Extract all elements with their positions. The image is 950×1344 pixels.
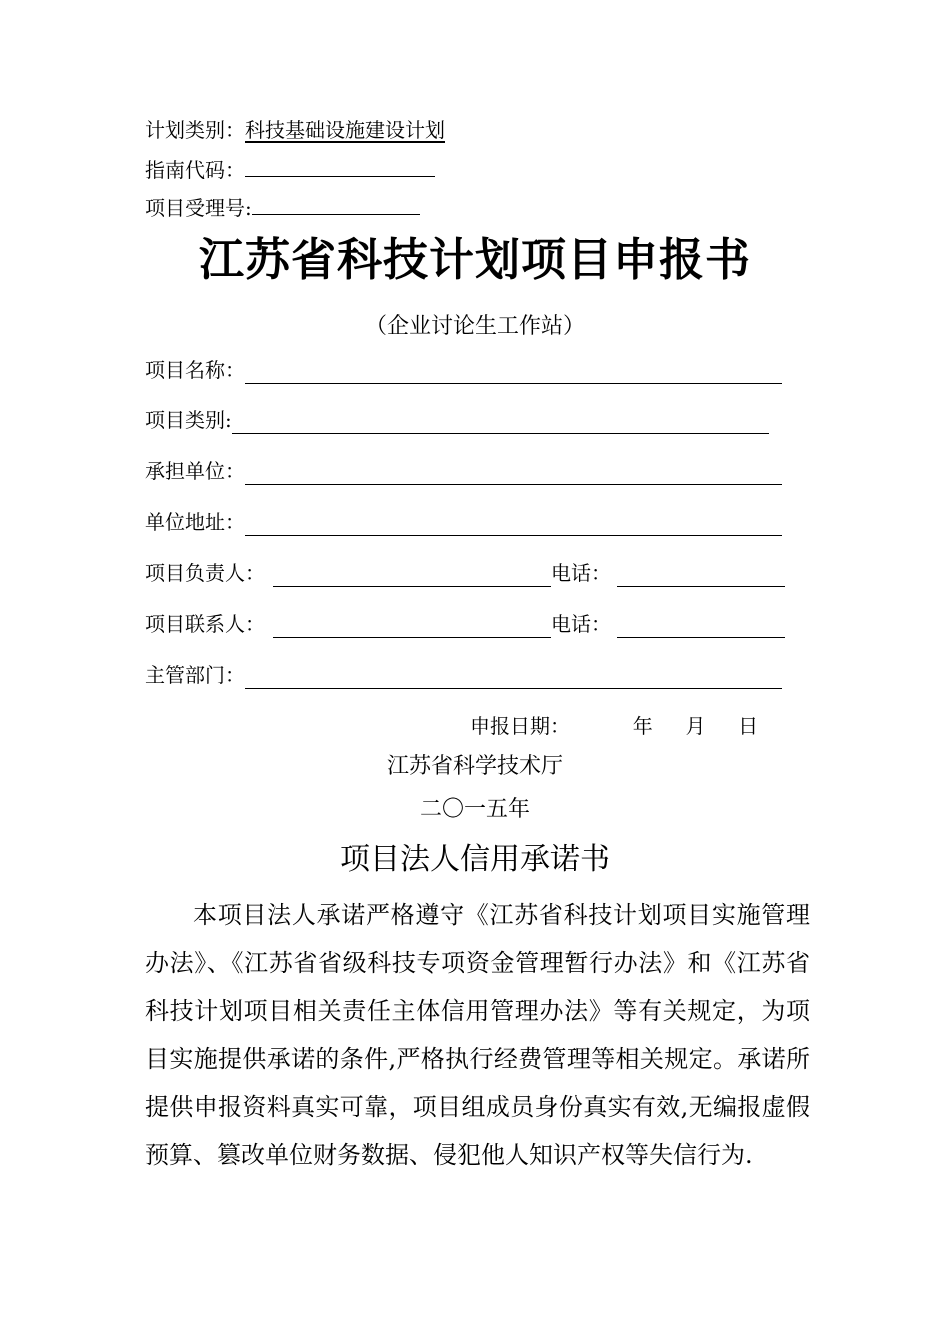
issue-year: 二〇一五年	[419, 797, 530, 822]
plan-category-label: 计划类别：	[145, 118, 245, 142]
date-day: 日	[738, 714, 759, 738]
commitment-title: 项目法人信用承诺书	[340, 842, 610, 877]
issuer: 江苏省科学技术厅	[386, 754, 563, 779]
date-label: 申报日期：	[470, 714, 570, 738]
contact-phone-field[interactable]	[617, 613, 785, 638]
date-row	[470, 712, 758, 740]
plan-category-row	[145, 116, 445, 144]
project-type-field[interactable]	[232, 409, 769, 434]
supervising-dept-label: 主管部门：	[145, 663, 245, 687]
acceptance-no-label: 项目受理号:	[145, 196, 252, 220]
acceptance-no-row	[145, 194, 420, 222]
guide-code-row	[145, 156, 435, 184]
unit-address-label: 单位地址：	[145, 510, 245, 534]
acceptance-no-field[interactable]	[252, 194, 420, 215]
project-name-row	[145, 356, 782, 384]
date-year: 年	[632, 714, 653, 738]
undertaking-unit-field[interactable]	[245, 460, 782, 485]
unit-address-field[interactable]	[245, 511, 782, 536]
project-name-label: 项目名称：	[145, 358, 245, 382]
project-contact-row	[145, 610, 785, 638]
project-type-row	[145, 406, 769, 434]
project-leader-row	[145, 559, 785, 587]
project-leader-field[interactable]	[273, 562, 551, 587]
project-contact-label: 项目联系人：	[145, 612, 265, 636]
supervising-dept-row	[145, 661, 782, 689]
guide-code-field[interactable]	[245, 156, 435, 177]
undertaking-unit-label: 承担单位：	[145, 459, 245, 483]
document-title: 江苏省科技计划项目申报书	[198, 233, 751, 286]
date-month: 月	[685, 714, 706, 738]
supervising-dept-field[interactable]	[245, 664, 782, 689]
project-contact-field[interactable]	[273, 613, 551, 638]
leader-phone-field[interactable]	[617, 562, 785, 587]
document-subtitle: （企业讨论生工作站）	[364, 314, 585, 339]
project-type-label: 项目类别:	[145, 408, 232, 432]
plan-category-value: 科技基础设施建设计划	[245, 118, 445, 142]
contact-phone-label: 电话：	[551, 612, 611, 636]
leader-phone-label: 电话：	[551, 561, 611, 585]
unit-address-row	[145, 508, 782, 536]
project-leader-label: 项目负责人：	[145, 561, 265, 585]
undertaking-unit-row	[145, 457, 782, 485]
guide-code-label: 指南代码：	[145, 158, 245, 182]
commitment-body: 本项目法人承诺严格遵守《江苏省科技计划项目实施管理办法》、《江苏省省级科技专项资金管理暂行办法》和《江苏省科技计划项目相关责任主体信用管理办法》等有关规定，为项目实施提供承诺的条件,严格执行经费管理等相关规定。承诺所提供申报资料真实可靠，项目组成员身份真实有效,无编报虚假预算、篡改单位财务数据、侵犯他人知识产权等失信行为.	[145, 901, 810, 1169]
project-name-field[interactable]	[245, 359, 782, 384]
